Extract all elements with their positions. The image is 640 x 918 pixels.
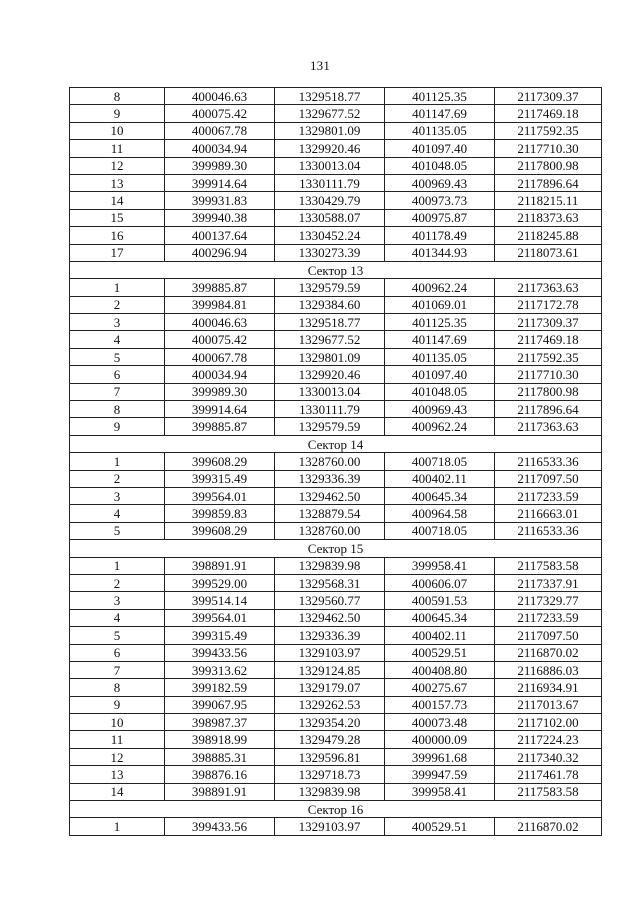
y2-cell: 2116886.03 xyxy=(495,661,602,678)
y2-cell: 2117710.30 xyxy=(495,366,602,383)
x1-cell: 398891.91 xyxy=(165,783,275,800)
point-number-cell: 6 xyxy=(70,366,165,383)
table-row xyxy=(70,192,602,209)
point-number-cell: 8 xyxy=(70,88,165,105)
point-number-cell: 3 xyxy=(70,487,165,504)
x2-cell: 400275.67 xyxy=(385,679,495,696)
point-number-cell: 11 xyxy=(70,731,165,748)
sector-header-row xyxy=(70,261,602,278)
y1-cell: 1329839.98 xyxy=(275,557,385,574)
y1-cell: 1329384.60 xyxy=(275,296,385,313)
y1-cell: 1329103.97 xyxy=(275,818,385,835)
x2-cell: 400606.07 xyxy=(385,574,495,591)
point-number-cell: 3 xyxy=(70,314,165,331)
y2-cell: 2117461.78 xyxy=(495,766,602,783)
x1-cell: 399514.14 xyxy=(165,592,275,609)
x1-cell: 400046.63 xyxy=(165,314,275,331)
x2-cell: 399961.68 xyxy=(385,748,495,765)
y1-cell: 1329462.50 xyxy=(275,609,385,626)
y1-cell: 1328760.00 xyxy=(275,453,385,470)
x2-cell: 400000.09 xyxy=(385,731,495,748)
point-number-cell: 6 xyxy=(70,644,165,661)
sector-header-row xyxy=(70,435,602,452)
x2-cell: 401147.69 xyxy=(385,331,495,348)
table-row xyxy=(70,88,602,105)
table-row xyxy=(70,348,602,365)
x1-cell: 400034.94 xyxy=(165,140,275,157)
x1-cell: 400137.64 xyxy=(165,227,275,244)
y1-cell: 1329801.09 xyxy=(275,348,385,365)
point-number-cell: 17 xyxy=(70,244,165,261)
table-row xyxy=(70,227,602,244)
table-row xyxy=(70,574,602,591)
point-number-cell: 4 xyxy=(70,331,165,348)
y2-cell: 2117329.77 xyxy=(495,592,602,609)
table-row xyxy=(70,453,602,470)
y2-cell: 2117592.35 xyxy=(495,122,602,139)
table-row xyxy=(70,731,602,748)
y2-cell: 2117592.35 xyxy=(495,348,602,365)
table-row xyxy=(70,627,602,644)
x2-cell: 401178.49 xyxy=(385,227,495,244)
y2-cell: 2117224.23 xyxy=(495,731,602,748)
x1-cell: 399529.00 xyxy=(165,574,275,591)
table-row xyxy=(70,244,602,261)
x1-cell: 399067.95 xyxy=(165,696,275,713)
y1-cell: 1329124.85 xyxy=(275,661,385,678)
point-number-cell: 15 xyxy=(70,209,165,226)
x2-cell: 400962.24 xyxy=(385,418,495,435)
x2-cell: 401125.35 xyxy=(385,314,495,331)
y2-cell: 2117097.50 xyxy=(495,627,602,644)
point-number-cell: 10 xyxy=(70,122,165,139)
y2-cell: 2116934.91 xyxy=(495,679,602,696)
x2-cell: 400529.51 xyxy=(385,818,495,835)
x1-cell: 400046.63 xyxy=(165,88,275,105)
point-number-cell: 4 xyxy=(70,505,165,522)
x2-cell: 400645.34 xyxy=(385,487,495,504)
table-row xyxy=(70,714,602,731)
y1-cell: 1329354.20 xyxy=(275,714,385,731)
x1-cell: 398885.31 xyxy=(165,748,275,765)
point-number-cell: 1 xyxy=(70,818,165,835)
x2-cell: 400529.51 xyxy=(385,644,495,661)
y1-cell: 1329103.97 xyxy=(275,644,385,661)
y2-cell: 2118215.11 xyxy=(495,192,602,209)
point-number-cell: 8 xyxy=(70,401,165,418)
sector-title: Сектор 16 xyxy=(70,801,602,818)
y1-cell: 1330273.39 xyxy=(275,244,385,261)
x1-cell: 399989.30 xyxy=(165,157,275,174)
point-number-cell: 1 xyxy=(70,557,165,574)
sector-title: Сектор 15 xyxy=(70,540,602,557)
point-number-cell: 3 xyxy=(70,592,165,609)
x1-cell: 400067.78 xyxy=(165,348,275,365)
y2-cell: 2116870.02 xyxy=(495,818,602,835)
x1-cell: 399940.38 xyxy=(165,209,275,226)
x2-cell: 401097.40 xyxy=(385,140,495,157)
x1-cell: 400075.42 xyxy=(165,331,275,348)
y1-cell: 1329560.77 xyxy=(275,592,385,609)
x1-cell: 399984.81 xyxy=(165,296,275,313)
y2-cell: 2117309.37 xyxy=(495,88,602,105)
sector-title: Сектор 14 xyxy=(70,435,602,452)
point-number-cell: 14 xyxy=(70,783,165,800)
sector-header-row xyxy=(70,801,602,818)
point-number-cell: 16 xyxy=(70,227,165,244)
y2-cell: 2116663.01 xyxy=(495,505,602,522)
x2-cell: 400591.53 xyxy=(385,592,495,609)
x2-cell: 401344.93 xyxy=(385,244,495,261)
y2-cell: 2117800.98 xyxy=(495,383,602,400)
x1-cell: 399315.49 xyxy=(165,470,275,487)
sector-title: Сектор 13 xyxy=(70,261,602,278)
point-number-cell: 2 xyxy=(70,574,165,591)
table-row xyxy=(70,140,602,157)
y2-cell: 2117710.30 xyxy=(495,140,602,157)
x1-cell: 399433.56 xyxy=(165,644,275,661)
x1-cell: 398987.37 xyxy=(165,714,275,731)
y2-cell: 2117233.59 xyxy=(495,609,602,626)
table-row xyxy=(70,105,602,122)
x2-cell: 400975.87 xyxy=(385,209,495,226)
x2-cell: 400402.11 xyxy=(385,470,495,487)
x2-cell: 400157.73 xyxy=(385,696,495,713)
y1-cell: 1329920.46 xyxy=(275,140,385,157)
x1-cell: 400075.42 xyxy=(165,105,275,122)
table-row xyxy=(70,470,602,487)
x2-cell: 400402.11 xyxy=(385,627,495,644)
y1-cell: 1330111.79 xyxy=(275,174,385,191)
y2-cell: 2117013.67 xyxy=(495,696,602,713)
table-row xyxy=(70,331,602,348)
table-row xyxy=(70,609,602,626)
y2-cell: 2117172.78 xyxy=(495,296,602,313)
x1-cell: 399564.01 xyxy=(165,487,275,504)
table-row xyxy=(70,505,602,522)
x1-cell: 399931.83 xyxy=(165,192,275,209)
x1-cell: 400296.94 xyxy=(165,244,275,261)
y2-cell: 2117233.59 xyxy=(495,487,602,504)
x2-cell: 401097.40 xyxy=(385,366,495,383)
y1-cell: 1329718.73 xyxy=(275,766,385,783)
point-number-cell: 4 xyxy=(70,609,165,626)
table-row xyxy=(70,279,602,296)
x2-cell: 400408.80 xyxy=(385,661,495,678)
point-number-cell: 2 xyxy=(70,470,165,487)
y2-cell: 2116870.02 xyxy=(495,644,602,661)
x2-cell: 401048.05 xyxy=(385,157,495,174)
table-row xyxy=(70,592,602,609)
y1-cell: 1330013.04 xyxy=(275,157,385,174)
y1-cell: 1330429.79 xyxy=(275,192,385,209)
coordinate-table-body xyxy=(70,88,602,836)
y2-cell: 2117363.63 xyxy=(495,279,602,296)
y1-cell: 1330013.04 xyxy=(275,383,385,400)
table-row xyxy=(70,383,602,400)
y1-cell: 1329518.77 xyxy=(275,88,385,105)
point-number-cell: 11 xyxy=(70,140,165,157)
table-row xyxy=(70,557,602,574)
table-row xyxy=(70,661,602,678)
x2-cell: 401069.01 xyxy=(385,296,495,313)
x2-cell: 400964.58 xyxy=(385,505,495,522)
y2-cell: 2117583.58 xyxy=(495,783,602,800)
x1-cell: 399608.29 xyxy=(165,453,275,470)
y2-cell: 2117337.91 xyxy=(495,574,602,591)
table-row xyxy=(70,644,602,661)
point-number-cell: 7 xyxy=(70,661,165,678)
y1-cell: 1329518.77 xyxy=(275,314,385,331)
point-number-cell: 9 xyxy=(70,105,165,122)
x2-cell: 401135.05 xyxy=(385,348,495,365)
x1-cell: 400034.94 xyxy=(165,366,275,383)
x1-cell: 399433.56 xyxy=(165,818,275,835)
x2-cell: 400718.05 xyxy=(385,522,495,539)
x2-cell: 399958.41 xyxy=(385,557,495,574)
x1-cell: 399914.64 xyxy=(165,401,275,418)
y2-cell: 2117469.18 xyxy=(495,105,602,122)
x2-cell: 400645.34 xyxy=(385,609,495,626)
x2-cell: 400962.24 xyxy=(385,279,495,296)
x2-cell: 401135.05 xyxy=(385,122,495,139)
x1-cell: 399564.01 xyxy=(165,609,275,626)
y2-cell: 2117102.00 xyxy=(495,714,602,731)
point-number-cell: 5 xyxy=(70,627,165,644)
table-row xyxy=(70,487,602,504)
point-number-cell: 5 xyxy=(70,522,165,539)
y1-cell: 1329677.52 xyxy=(275,331,385,348)
point-number-cell: 14 xyxy=(70,192,165,209)
x1-cell: 398876.16 xyxy=(165,766,275,783)
x1-cell: 399914.64 xyxy=(165,174,275,191)
x1-cell: 399315.49 xyxy=(165,627,275,644)
y1-cell: 1329579.59 xyxy=(275,279,385,296)
y1-cell: 1328879.54 xyxy=(275,505,385,522)
x1-cell: 399608.29 xyxy=(165,522,275,539)
y2-cell: 2116533.36 xyxy=(495,453,602,470)
y1-cell: 1330588.07 xyxy=(275,209,385,226)
x1-cell: 399885.87 xyxy=(165,279,275,296)
point-number-cell: 7 xyxy=(70,383,165,400)
y2-cell: 2116533.36 xyxy=(495,522,602,539)
y2-cell: 2117583.58 xyxy=(495,557,602,574)
table-row xyxy=(70,679,602,696)
point-number-cell: 13 xyxy=(70,174,165,191)
table-row xyxy=(70,522,602,539)
table-row xyxy=(70,209,602,226)
x2-cell: 399958.41 xyxy=(385,783,495,800)
point-number-cell: 5 xyxy=(70,348,165,365)
y1-cell: 1329462.50 xyxy=(275,487,385,504)
table-row xyxy=(70,314,602,331)
y1-cell: 1329336.39 xyxy=(275,470,385,487)
y1-cell: 1329596.81 xyxy=(275,748,385,765)
y1-cell: 1328760.00 xyxy=(275,522,385,539)
y1-cell: 1329336.39 xyxy=(275,627,385,644)
table-row xyxy=(70,174,602,191)
y1-cell: 1329179.07 xyxy=(275,679,385,696)
table-row xyxy=(70,748,602,765)
y2-cell: 2117896.64 xyxy=(495,401,602,418)
x2-cell: 400973.73 xyxy=(385,192,495,209)
x1-cell: 399313.62 xyxy=(165,661,275,678)
table-row xyxy=(70,296,602,313)
y2-cell: 2117363.63 xyxy=(495,418,602,435)
table-row xyxy=(70,696,602,713)
y1-cell: 1329479.28 xyxy=(275,731,385,748)
point-number-cell: 10 xyxy=(70,714,165,731)
table-row xyxy=(70,418,602,435)
x2-cell: 401048.05 xyxy=(385,383,495,400)
y1-cell: 1329677.52 xyxy=(275,105,385,122)
x2-cell: 400969.43 xyxy=(385,401,495,418)
sector-header-row xyxy=(70,540,602,557)
x1-cell: 398891.91 xyxy=(165,557,275,574)
x1-cell: 399859.83 xyxy=(165,505,275,522)
coordinate-table xyxy=(69,87,602,836)
y2-cell: 2118373.63 xyxy=(495,209,602,226)
x2-cell: 401147.69 xyxy=(385,105,495,122)
point-number-cell: 9 xyxy=(70,418,165,435)
y1-cell: 1330111.79 xyxy=(275,401,385,418)
page-number: 131 xyxy=(309,58,331,73)
x1-cell: 398918.99 xyxy=(165,731,275,748)
x1-cell: 399182.59 xyxy=(165,679,275,696)
y2-cell: 2118245.88 xyxy=(495,227,602,244)
y2-cell: 2117309.37 xyxy=(495,314,602,331)
x1-cell: 399885.87 xyxy=(165,418,275,435)
x2-cell: 400718.05 xyxy=(385,453,495,470)
y2-cell: 2117097.50 xyxy=(495,470,602,487)
y1-cell: 1329579.59 xyxy=(275,418,385,435)
x1-cell: 400067.78 xyxy=(165,122,275,139)
point-number-cell: 1 xyxy=(70,453,165,470)
table-row xyxy=(70,157,602,174)
point-number-cell: 9 xyxy=(70,696,165,713)
point-number-cell: 2 xyxy=(70,296,165,313)
point-number-cell: 8 xyxy=(70,679,165,696)
table-row xyxy=(70,766,602,783)
y1-cell: 1329568.31 xyxy=(275,574,385,591)
y1-cell: 1330452.24 xyxy=(275,227,385,244)
y2-cell: 2117896.64 xyxy=(495,174,602,191)
y1-cell: 1329839.98 xyxy=(275,783,385,800)
x2-cell: 401125.35 xyxy=(385,88,495,105)
point-number-cell: 1 xyxy=(70,279,165,296)
point-number-cell: 12 xyxy=(70,748,165,765)
x2-cell: 400969.43 xyxy=(385,174,495,191)
table-row xyxy=(70,122,602,139)
y1-cell: 1329262.53 xyxy=(275,696,385,713)
y2-cell: 2117469.18 xyxy=(495,331,602,348)
y1-cell: 1329920.46 xyxy=(275,366,385,383)
point-number-cell: 13 xyxy=(70,766,165,783)
x1-cell: 399989.30 xyxy=(165,383,275,400)
y2-cell: 2117340.32 xyxy=(495,748,602,765)
point-number-cell: 12 xyxy=(70,157,165,174)
y2-cell: 2118073.61 xyxy=(495,244,602,261)
table-row xyxy=(70,818,602,835)
x2-cell: 400073.48 xyxy=(385,714,495,731)
table-row xyxy=(70,366,602,383)
table-row xyxy=(70,401,602,418)
y1-cell: 1329801.09 xyxy=(275,122,385,139)
table-row xyxy=(70,783,602,800)
y2-cell: 2117800.98 xyxy=(495,157,602,174)
x2-cell: 399947.59 xyxy=(385,766,495,783)
